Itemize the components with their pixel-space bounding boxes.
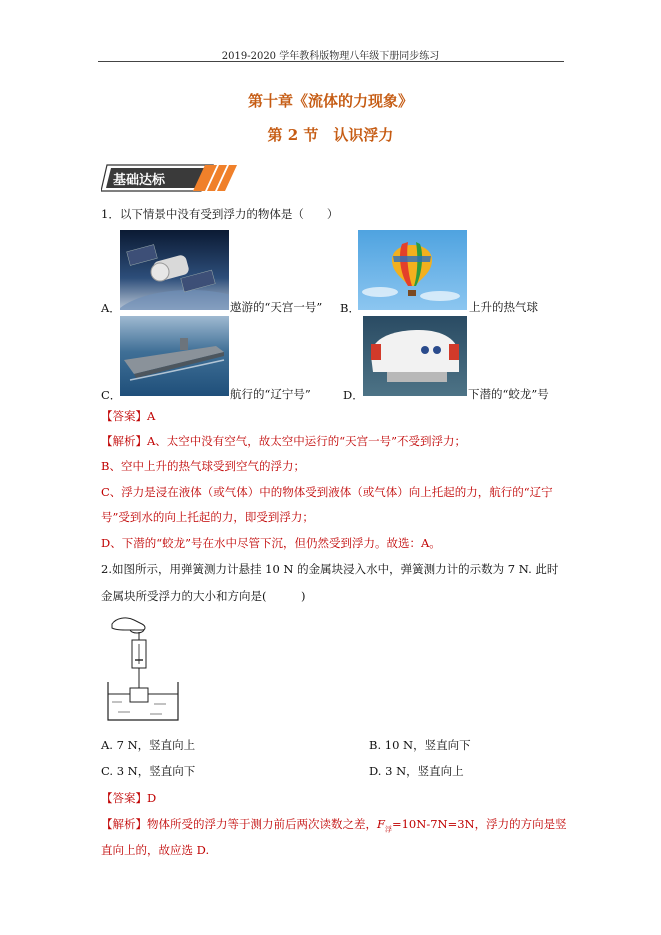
q1-analysis-line-2: B、空中上升的热气球受到空气的浮力； bbox=[101, 459, 305, 473]
q2-analysis-pre: 物体所受的浮力等于测力前后两次读数之差， bbox=[147, 817, 377, 831]
submersible-icon bbox=[363, 316, 467, 396]
q2-answer bbox=[101, 790, 156, 806]
section-title: 第 2 节 认识浮力 bbox=[267, 126, 394, 144]
q2-analysis-tag: 【解析】 bbox=[101, 817, 147, 831]
q1-answer-value: A bbox=[147, 409, 156, 423]
q1-option-b-caption: 上升的热气球 bbox=[469, 300, 538, 314]
q2-answer-value: D bbox=[147, 791, 157, 805]
q2-option-d: D. 3 N，竖直向上 bbox=[369, 764, 464, 778]
q1-option-b-letter: B． bbox=[340, 301, 360, 315]
space-station-icon bbox=[120, 230, 229, 310]
q2-option-c: C. 3 N，竖直向下 bbox=[101, 764, 196, 778]
section-badge bbox=[101, 163, 241, 193]
q1-analysis-line-5: D、下潜的“蛟龙”号在水中尽管下沉，但仍然受到浮力。故选：A。 bbox=[101, 536, 441, 550]
q1-option-d-caption: 下潜的“蛟龙”号 bbox=[468, 387, 549, 401]
q1-analysis-line-4: 号”受到水的向上托起的力，即受到浮力； bbox=[101, 510, 314, 524]
q1-analysis-line-1 bbox=[101, 433, 466, 449]
spring-scale-icon bbox=[104, 614, 182, 722]
spring-scale-diagram bbox=[104, 614, 182, 722]
tiangong-image bbox=[120, 230, 229, 310]
liaoning-image bbox=[120, 316, 229, 396]
jiaolong-image bbox=[363, 316, 467, 396]
q2-answer-tag: 【答案】 bbox=[101, 791, 147, 805]
q1-option-c-letter: C． bbox=[101, 388, 122, 402]
header-rule bbox=[98, 61, 564, 62]
page-header: 2019-2020 学年教科版物理八年级下册同步练习 bbox=[221, 51, 440, 62]
q1-answer bbox=[101, 408, 155, 424]
aircraft-carrier-icon bbox=[120, 316, 229, 396]
q1-stem: 1．以下情景中没有受到浮力的物体是（ ） bbox=[101, 207, 339, 221]
q1-analysis-line-3: C、浮力是浸在液体（或气体）中的物体受到液体（或气体）向上托起的力，航行的“辽宁 bbox=[101, 485, 553, 499]
q1-option-a-caption: 遨游的“天宫一号” bbox=[230, 300, 323, 314]
q2-analysis-line-2: 直向上的，故应选 D. bbox=[101, 843, 210, 857]
q1-option-c-caption: 航行的“辽宁号” bbox=[230, 387, 311, 401]
q1-option-d-letter: D． bbox=[343, 388, 364, 402]
q2-analysis-line-1 bbox=[101, 816, 567, 837]
q2-analysis-post: =10N-7N=3N，浮力的方向是竖 bbox=[391, 817, 567, 831]
q2-stem-line-2: 金属块所受浮力的大小和方向是( ) bbox=[101, 589, 306, 603]
chapter-title: 第十章《流体的力现象》 bbox=[247, 92, 413, 110]
q2-stem-line-1: 2.如图所示，用弹簧测力计悬挂 10 N 的金属块浸入水中，弹簧测力计的示数为 7 N. 此时 bbox=[101, 562, 559, 576]
balloon-image bbox=[358, 230, 467, 310]
hot-air-balloon-icon bbox=[358, 230, 467, 310]
q1-answer-tag: 【答案】 bbox=[101, 409, 147, 423]
q1-analysis-text-1: A、太空中没有空气，故太空中运行的“天宫一号”不受到浮力； bbox=[147, 434, 467, 448]
badge-label: 基础达标 bbox=[113, 173, 166, 188]
q1-analysis-tag: 【解析】 bbox=[101, 434, 147, 448]
q2-option-b: B. 10 N，竖直向下 bbox=[369, 738, 471, 752]
q2-option-a: A. 7 N，竖直向上 bbox=[101, 738, 196, 752]
q2-formula-f: F bbox=[377, 817, 385, 831]
q2-formula-sub: 浮 bbox=[384, 825, 392, 834]
q1-option-a-letter: A． bbox=[101, 301, 121, 315]
